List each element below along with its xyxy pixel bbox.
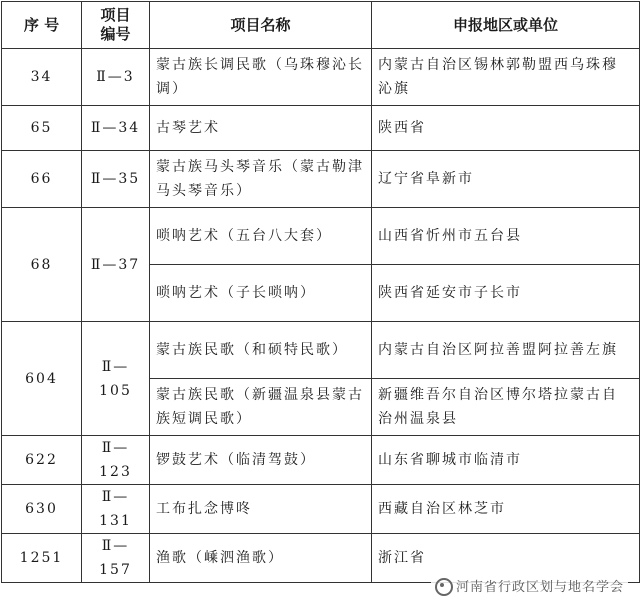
- cell-code: Ⅱ—123: [82, 436, 150, 485]
- cell-code: Ⅱ—3: [82, 49, 150, 106]
- cell-seq: 622: [2, 436, 82, 485]
- cell-code: Ⅱ—131: [82, 485, 150, 534]
- cell-name: 古琴艺术: [150, 106, 372, 151]
- watermark: [431, 574, 628, 599]
- cell-seq: 66: [2, 151, 82, 208]
- cell-seq: 68: [2, 208, 82, 322]
- cell-code: Ⅱ—105: [82, 322, 150, 436]
- header-code-line2: 编号: [100, 25, 131, 43]
- cell-seq: 1251: [2, 534, 82, 583]
- cell-region: 陕西省: [372, 106, 640, 151]
- table-row: [2, 485, 640, 534]
- cell-name: 唢呐艺术（五台八大套）: [150, 208, 372, 265]
- cell-code: Ⅱ—35: [82, 151, 150, 208]
- cell-seq: 630: [2, 485, 82, 534]
- wechat-icon: [435, 578, 453, 596]
- cell-region: 浙江省: [372, 534, 640, 583]
- cell-region: 山西省忻州市五台县: [372, 208, 640, 265]
- header-name: 项目名称: [150, 2, 372, 49]
- cell-name: 唢呐艺术（子长唢呐）: [150, 265, 372, 322]
- cell-name: 渔歌（嵊泗渔歌）: [150, 534, 372, 583]
- cell-seq: 34: [2, 49, 82, 106]
- header-row: [2, 2, 640, 49]
- cell-region: 西藏自治区林芝市: [372, 485, 640, 534]
- table-row: [2, 49, 640, 106]
- header-code-line1: 项目: [100, 6, 131, 24]
- watermark-text: 河南省行政区划与地名学会: [455, 579, 624, 595]
- cell-code: Ⅱ—37: [82, 208, 150, 322]
- table-row: [2, 151, 640, 208]
- cell-region: 山东省聊城市临清市: [372, 436, 640, 485]
- cell-seq: 65: [2, 106, 82, 151]
- table-row: [2, 322, 640, 379]
- cell-name: 蒙古族民歌（新疆温泉县蒙古族短调民歌）: [150, 379, 372, 436]
- cell-name: 蒙古族民歌（和硕特民歌）: [150, 322, 372, 379]
- cell-name: 蒙古族马头琴音乐（蒙古勒津马头琴音乐）: [150, 151, 372, 208]
- cell-name: 锣鼓艺术（临清驾鼓）: [150, 436, 372, 485]
- cell-code: Ⅱ—157: [82, 534, 150, 583]
- cell-name: 工布扎念博咚: [150, 485, 372, 534]
- cell-region: 陕西省延安市子长市: [372, 265, 640, 322]
- header-seq: 序 号: [2, 2, 82, 49]
- header-code: [82, 2, 150, 49]
- table-row: [2, 106, 640, 151]
- cell-region: 内蒙古自治区阿拉善盟阿拉善左旗: [372, 322, 640, 379]
- heritage-project-table: [1, 1, 640, 583]
- cell-code: Ⅱ—34: [82, 106, 150, 151]
- table-row: [2, 208, 640, 265]
- cell-region: 内蒙古自治区锡林郭勒盟西乌珠穆沁旗: [372, 49, 640, 106]
- cell-region: 新疆维吾尔自治区博尔塔拉蒙古自治州温泉县: [372, 379, 640, 436]
- cell-seq: 604: [2, 322, 82, 436]
- cell-region: 辽宁省阜新市: [372, 151, 640, 208]
- table-row: [2, 436, 640, 485]
- cell-name: 蒙古族长调民歌（乌珠穆沁长调）: [150, 49, 372, 106]
- header-region: 申报地区或单位: [372, 2, 640, 49]
